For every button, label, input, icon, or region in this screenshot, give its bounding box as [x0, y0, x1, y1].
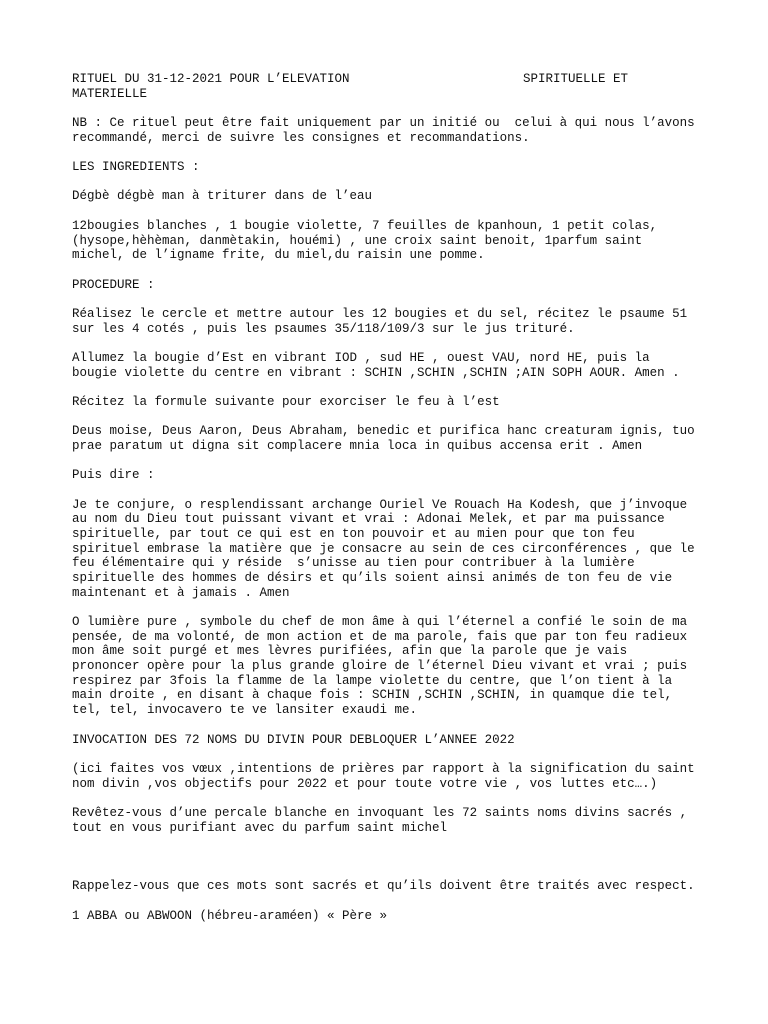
lumiere-line-1: O lumière pure , symbole du chef de mon âme à qui l’éternel a confié le soin de ma [72, 615, 688, 629]
lumiere-line-6: main droite , en disant à chaque fois : SCHIN ,SCHIN ,SCHIN, in quamque die tel, [72, 688, 673, 702]
lumiere-line-5: respirez par 3fois la flamme de la lampe violette du centre, que l’on tient à la [72, 674, 673, 688]
procedure-1-line-1: Réalisez le cercle et mettre autour les 12 bougies et du sel, récitez le psaume 51 [72, 307, 688, 321]
conjuration-line-3: spirituelle, par tout ce qui est en ton pouvoir et au mien pour que ton feu [72, 527, 635, 541]
nb-line-1: NB : Ce rituel peut être fait uniquement par un initié ou celui à qui nous l’avons [72, 116, 695, 130]
ingredients-line-1: 12bougies blanches , 1 bougie violette, 7 feuilles de kpanhoun, 1 petit colas, [72, 219, 658, 233]
title-left: RITUEL DU 31-12-2021 POUR L’ELEVATION [72, 72, 350, 86]
revetez-line-1: Revêtez-vous d’une percale blanche en invoquant les 72 saints noms divins sacrés , [72, 806, 688, 820]
procedure-2-line-2: bougie violette du centre en vibrant : SCHIN ,SCHIN ,SCHIN ;AIN SOPH AOUR. Amen . [72, 366, 680, 380]
ingredients-line-3: michel, de l’igname frite, du miel,du raisin une pomme. [72, 248, 485, 262]
rappel-line: Rappelez-vous que ces mots sont sacrés et qu’ils doivent être traités avec respect. [72, 879, 695, 893]
latin-line-2: prae paratum ut digna sit complacere mnia loca in quibus accensa erit . Amen [72, 439, 643, 453]
procedure-heading: PROCEDURE : [72, 278, 155, 292]
divine-name-1: 1 ABBA ou ABWOON (hébreu-araméen) « Père » [72, 909, 388, 923]
lumiere-line-3: mon âme soit purgé et mes lèvres purifiées, afin que la parole que je vais [72, 644, 628, 658]
puis-dire: Puis dire : [72, 468, 155, 482]
conjuration-line-6: spirituelle des hommes de désirs et qu’ils soient ainsi animés de ton feu de vie [72, 571, 673, 585]
ingredients-line-2: (hysope,hèhèman, danmètakin, houémi) , une croix saint benoit, 1parfum saint [72, 234, 643, 248]
title-line-1 [72, 72, 350, 87]
conjuration-line-2: au nom du Dieu tout puissant vivant et vrai : Adonai Melek, et par ma puissance [72, 512, 665, 526]
invocation-heading: INVOCATION DES 72 NOMS DU DIVIN POUR DEBLOQUER L’ANNEE 2022 [72, 733, 515, 747]
title-right: SPIRITUELLE ET [523, 72, 629, 86]
procedure-3: Récitez la formule suivante pour exorciser le feu à l’est [72, 395, 500, 409]
lumiere-line-2: pensée, de ma volonté, de mon action et de ma parole, fais que par ton feu radieux [72, 630, 688, 644]
conjuration-line-7: maintenant et à jamais . Amen [72, 586, 290, 600]
procedure-1-line-2: sur les 4 cotés , puis les psaumes 35/118/109/3 sur le jus trituré. [72, 322, 575, 336]
conjuration-line-4: spirituel embrase la matière que je consacre au sein de ces circonférences , que le [72, 542, 695, 556]
revetez-line-2: tout en vous purifiant avec du parfum saint michel [72, 821, 448, 835]
lumiere-line-4: prononcer opère pour la plus grande gloire de l’éternel Dieu vivant et vrai ; puis [72, 659, 688, 673]
conjuration-line-5: feu élémentaire qui y réside s’unisse au tien pour contribuer à la lumière [72, 556, 635, 570]
voeux-line-2: nom divin ,vos objectifs pour 2022 et pour toute votre vie , vos luttes etc….) [72, 777, 658, 791]
latin-line-1: Deus moise, Deus Aaron, Deus Abraham, benedic et purifica hanc creaturam ignis, tuo [72, 424, 695, 438]
ingredient-line: Dégbè dégbè man à triturer dans de l’eau [72, 189, 373, 203]
conjuration-line-1: Je te conjure, o resplendissant archange Ouriel Ve Rouach Ha Kodesh, que j’invoque [72, 498, 688, 512]
nb-line-2: recommandé, merci de suivre les consignes et recommandations. [72, 131, 530, 145]
ingredients-heading: LES INGREDIENTS : [72, 160, 200, 174]
procedure-2-line-1: Allumez la bougie d’Est en vibrant IOD , sud HE , ouest VAU, nord HE, puis la [72, 351, 650, 365]
lumiere-line-7: tel, tel, invocavero te ve lansiter exaudi me. [72, 703, 418, 717]
voeux-line-1: (ici faites vos vœux ,intentions de prières par rapport à la signification du saint [72, 762, 695, 776]
title-line-2: MATERIELLE [72, 87, 148, 101]
